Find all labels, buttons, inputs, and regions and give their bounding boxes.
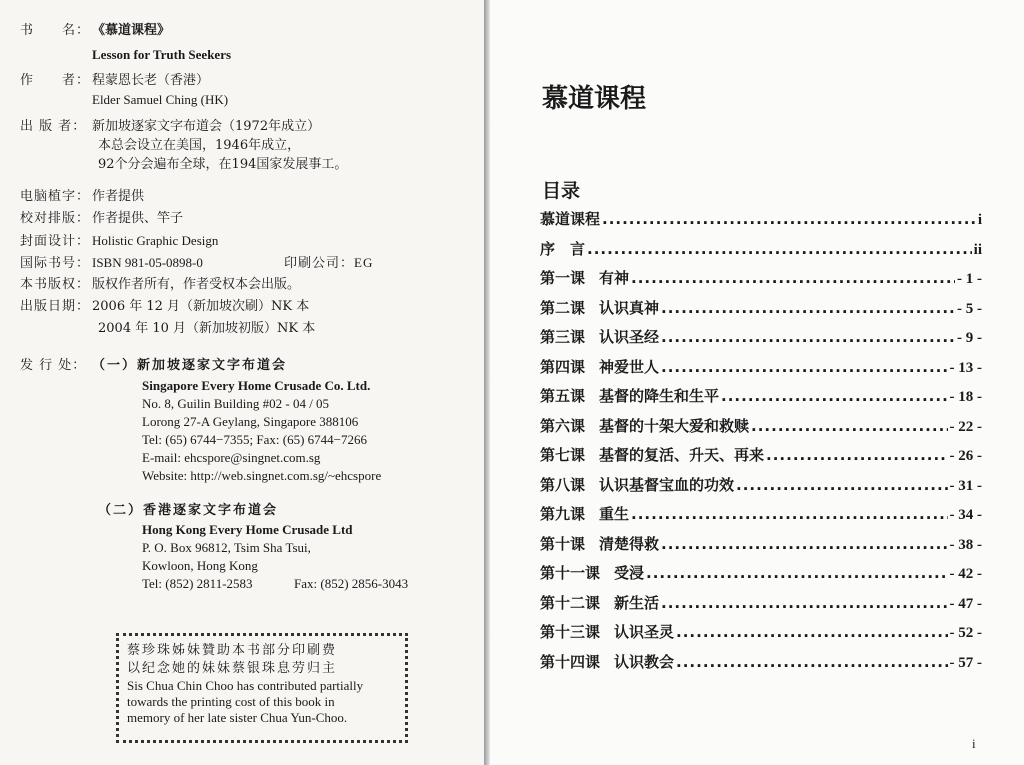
toc-entry-number: 第十四课 — [540, 652, 601, 671]
distributor-label: 发 行 处： — [20, 358, 87, 373]
dist2-line-2: Kowloon, Hong Kong — [142, 558, 258, 573]
toc-entry[interactable] — [540, 267, 982, 297]
toc-entry-number: 第八课 — [540, 475, 586, 494]
toc-entry[interactable] — [540, 592, 982, 622]
dist2-cn: （二）香港逐家文字布道会 — [98, 503, 279, 518]
dist1-line-3: Tel: (65) 6744−7355; Fax: (65) 6744−7266 — [142, 432, 367, 447]
toc-entry[interactable] — [540, 533, 982, 563]
contents-page — [490, 0, 1024, 765]
author-row — [20, 72, 209, 89]
toc-dot-leader — [736, 476, 947, 494]
dist1-en: Singapore Every Home Crusade Co. Ltd. — [142, 378, 371, 393]
page-number: i — [972, 736, 976, 751]
toc-entry-page: - 13 - — [949, 359, 982, 376]
toc-entry-page: i — [977, 212, 982, 228]
printer-value: EG — [354, 255, 374, 270]
proof-value: 作者提供、竿子 — [92, 211, 184, 226]
toc-entry-page: - 26 - — [949, 448, 982, 464]
toc-entry-title: 认识圣经 — [599, 328, 660, 346]
toc-entry-title: 认识基督宝血的功效 — [599, 475, 735, 494]
toc-entry[interactable] — [540, 562, 982, 592]
toc-dot-leader — [631, 505, 947, 523]
proof-label: 校对排版： — [20, 211, 91, 226]
author-label: 作 者： — [20, 73, 91, 88]
toc-dot-leader — [661, 328, 955, 346]
toc-entry[interactable] — [540, 297, 982, 327]
toc-entry[interactable] — [540, 474, 982, 504]
title-cn: 《慕道课程》 — [92, 23, 171, 38]
toc-entry-number: 慕道课程 — [540, 210, 601, 228]
copyright-label: 本书版权： — [20, 277, 91, 292]
date-label: 出版日期： — [20, 299, 91, 314]
typeset-label: 电脑植字： — [20, 189, 91, 204]
toc-entry-page: - 38 - — [949, 536, 982, 553]
toc-entry[interactable] — [540, 503, 982, 533]
toc-entry[interactable] — [540, 326, 982, 356]
toc-entry-page: - 57 - — [949, 654, 982, 671]
toc-entry-title: 受浸 — [614, 564, 645, 582]
toc-dot-leader — [661, 535, 947, 553]
printer-label: 印刷公司： — [284, 256, 355, 271]
toc-entry-title: 基督的降生和生平 — [599, 387, 720, 405]
date-line-1: 2006 年 12 月（新加坡次刷）NK 本 — [92, 299, 310, 314]
book-title: 慕道课程 — [542, 84, 647, 114]
toc-entry-number: 第十二课 — [540, 593, 601, 612]
toc-entry-title: 新生活 — [614, 593, 660, 612]
toc-entry[interactable] — [540, 415, 982, 445]
toc-entry-page: - 34 - — [949, 507, 982, 523]
toc-entry-number: 第六课 — [540, 416, 586, 435]
cover-row — [20, 232, 218, 250]
publisher-line-1: 新加坡逐家文字布道会（1972年成立） — [92, 119, 321, 134]
toc-entry-number: 序 言 — [540, 239, 586, 258]
toc-heading: 目录 — [542, 180, 581, 202]
toc-entry-number: 第十三课 — [540, 623, 601, 641]
toc-dot-leader — [631, 269, 955, 287]
toc-entry-number: 第五课 — [540, 387, 586, 405]
date-row — [20, 298, 309, 315]
donor-cn-line-2: 以纪念她的妹妹蔡银珠息劳归主 — [127, 661, 338, 676]
donor-en-line-2: towards the printing cost of this book in — [127, 694, 335, 709]
donor-en-line-1: Sis Chua Chin Choo has contributed partially — [127, 678, 364, 693]
toc-dot-leader — [646, 564, 947, 582]
toc-dot-leader — [676, 653, 947, 671]
isbn-value: ISBN 981-05-0898-0 — [92, 255, 203, 270]
toc-entry-page: ii — [973, 241, 982, 258]
dist1-email: E-mail: ehcspore@singnet.com.sg — [142, 450, 321, 465]
toc-entry-page: - 1 - — [957, 271, 982, 287]
toc-dot-leader — [661, 299, 955, 317]
toc-entry-number: 第九课 — [540, 505, 586, 523]
copyright-row — [20, 276, 300, 293]
toc-entry-number: 第三课 — [540, 328, 586, 346]
dist1-line-2: Lorong 27-A Geylang, Singapore 388106 — [142, 414, 359, 429]
toc-entry-title: 重生 — [599, 505, 630, 523]
toc-dot-leader — [676, 623, 947, 641]
typeset-value: 作者提供 — [92, 189, 145, 204]
publisher-row — [20, 118, 320, 135]
toc-entry[interactable] — [540, 385, 982, 415]
publisher-line-2: 本总会设立在美国，1946年成立， — [98, 138, 301, 153]
toc-dot-leader — [721, 387, 947, 405]
toc-entry-page: - 42 - — [949, 566, 982, 582]
publisher-line-3: 92个分会遍布全球，在194国家发展事工。 — [98, 157, 348, 172]
cover-value: Holistic Graphic Design — [92, 233, 219, 248]
toc-dot-leader — [661, 358, 947, 376]
toc-entry-title: 神爱世人 — [599, 357, 660, 376]
title-label: 书 名： — [20, 23, 91, 38]
date-line-2: 2004 年 10 月（新加坡初版）NK 本 — [98, 321, 316, 336]
dist2-fax: Fax: (852) 2856-3043 — [294, 576, 409, 591]
toc-entry[interactable] — [540, 356, 982, 386]
colophon-page — [0, 0, 484, 765]
toc-entry-number: 第七课 — [540, 446, 586, 464]
typeset-row — [20, 188, 144, 205]
toc-entry[interactable] — [540, 444, 982, 474]
toc-dot-leader — [661, 594, 947, 612]
toc-entry-number: 第十课 — [540, 534, 586, 553]
isbn-row — [20, 254, 203, 272]
toc-dot-leader — [751, 417, 947, 435]
author-en: Elder Samuel Ching (HK) — [92, 92, 229, 107]
toc-entry-page: - 5 - — [957, 300, 982, 317]
toc-entry-title: 基督的十架大爱和救赎 — [599, 416, 750, 435]
toc-entry-number: 第二课 — [540, 298, 586, 317]
dist1-cn: （一）新加坡逐家文字布道会 — [92, 358, 288, 373]
toc-entry-number: 第十一课 — [540, 564, 601, 582]
proof-row — [20, 210, 183, 227]
toc-entry-title: 认识教会 — [614, 652, 675, 671]
toc-entry-title: 清楚得救 — [599, 534, 660, 553]
toc-entry-number: 第四课 — [540, 357, 586, 376]
publisher-label: 出 版 者： — [20, 119, 87, 134]
toc-entry-page: - 9 - — [957, 330, 982, 346]
dist2-tel: Tel: (852) 2811-2583 — [142, 576, 253, 591]
author-cn: 程蒙恩长老（香港） — [92, 73, 210, 88]
toc-entry[interactable] — [540, 238, 982, 268]
toc-entry-page: - 47 - — [949, 595, 982, 612]
toc-entry[interactable] — [540, 208, 982, 238]
toc-entry-number: 第一课 — [540, 269, 586, 287]
distributor-row — [20, 357, 287, 374]
donor-cn-line-1: 蔡珍珠姊妹贊助本书部分印刷费 — [127, 643, 338, 658]
toc-entry-title: 认识圣灵 — [614, 623, 675, 641]
dist2-line-1: P. O. Box 96812, Tsim Sha Tsui, — [142, 540, 311, 555]
cover-label: 封面设计： — [20, 234, 91, 249]
toc-entry[interactable] — [540, 621, 982, 651]
toc-entry[interactable] — [540, 651, 982, 681]
toc-entry-page: - 18 - — [949, 389, 982, 405]
table-of-contents — [540, 208, 982, 680]
toc-entry-title: 有神 — [599, 269, 630, 287]
dist1-website: Website: http://web.singnet.com.sg/~ehcspore — [142, 468, 382, 483]
title-row — [20, 22, 170, 39]
toc-entry-page: - 52 - — [949, 625, 982, 641]
toc-entry-title: 基督的复活、升天、再来 — [599, 446, 765, 464]
toc-dot-leader — [766, 446, 947, 464]
toc-entry-page: - 31 - — [949, 477, 982, 494]
donor-en-line-3: memory of her late sister Chua Yun-Choo. — [127, 710, 348, 725]
dist1-line-1: No. 8, Guilin Building #02 - 04 / 05 — [142, 396, 330, 411]
printer-row — [284, 254, 373, 272]
toc-entry-page: - 22 - — [949, 418, 982, 435]
toc-dot-leader — [587, 240, 972, 258]
copyright-value: 版权作者所有，作者受权本会出版。 — [92, 277, 301, 292]
dist2-en: Hong Kong Every Home Crusade Ltd — [142, 522, 353, 537]
toc-entry-title: 认识真神 — [599, 298, 660, 317]
title-en: Lesson for Truth Seekers — [92, 47, 232, 62]
isbn-label: 国际书号： — [20, 256, 91, 271]
donor-box — [116, 633, 408, 743]
toc-dot-leader — [602, 210, 976, 228]
